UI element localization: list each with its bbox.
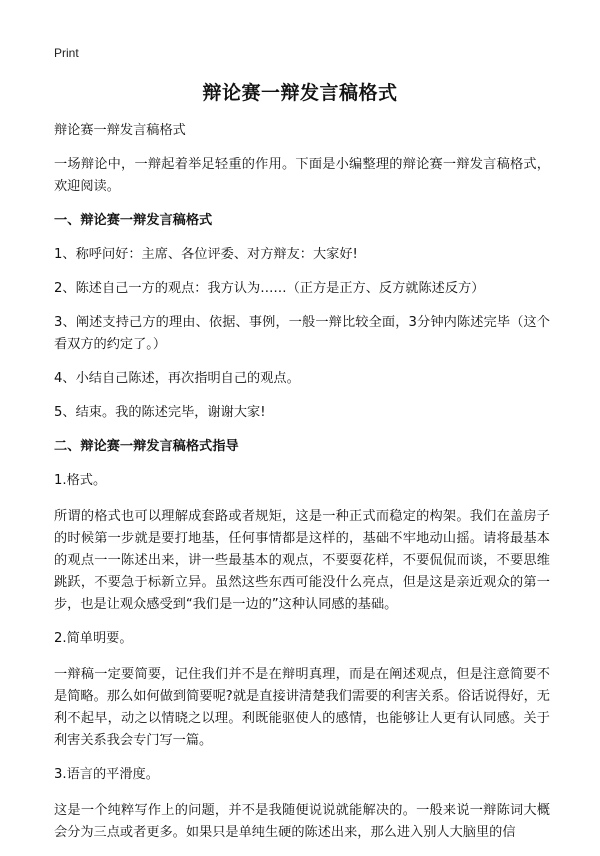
guidance-body-fluency: 这是一个纯粹写作上的问题，并不是我随便说说就能解决的。一般来说一辩陈词大概会分为三点或者更多。如果只是单纯生硬的陈述出来，那么进入别人大脑里的信 xyxy=(54,803,550,840)
document-title: 辩论赛一辩发言稿格式 xyxy=(202,82,398,104)
format-step-5: 5、结束。我的陈述完毕，谢谢大家! xyxy=(54,405,266,420)
format-step-1: 1、称呼问好：主席、各位评委、对方辩友：大家好! xyxy=(54,247,358,262)
format-step-2: 2、陈述自己一方的观点：我方认为……（正方是正方、反方就陈述反方） xyxy=(54,281,485,296)
document-subtitle: 辩论赛一辩发言稿格式 xyxy=(54,123,186,138)
section-heading-format: 一、辩论赛一辩发言稿格式 xyxy=(54,213,213,228)
format-step-3: 3、阐述支持己方的理由、依据、事例，一般一辩比较全面，3分钟内陈述完毕（这个看双方的约定了。） xyxy=(54,315,550,352)
guidance-body-format: 所谓的格式也可以理解成套路或者规矩，这是一种正式而稳定的构架。我们在盖房子的时候第一步就是要打地基，任何事情都是这样的，基础不牢地动山摇。请将最基本的观点一一陈述出来，讲一些最基本的观点，不要耍花样，不要侃侃而谈，不要思维跳跃，不要急于标新立异。虽然这些东西可能没什么亮点，但是这是亲近观众的第一步，也是让观众感受到“我们是一边的”这种认同感的基础。 xyxy=(54,509,550,612)
section-heading-guidance: 二、辩论赛一辩发言稿格式指导 xyxy=(54,439,239,454)
guidance-body-concise: 一辩稿一定要简要，记住我们并不是在辩明真理，而是在阐述观点，但是注意简要不是简略。那么如何做到简要呢?就是直接讲清楚我们需要的利害关系。俗话说得好，无利不起早，动之以情晓之以理。利既能驱使人的感情，也能够让人更有认同感。关于利害关系我会专门写一篇。 xyxy=(54,667,550,748)
document-body xyxy=(54,120,550,856)
guidance-title-concise: 2.简单明要。 xyxy=(54,631,133,646)
guidance-title-fluency: 3.语言的平滑度。 xyxy=(54,767,159,782)
format-step-4: 4、小结自己陈述，再次指明自己的观点。 xyxy=(54,371,300,386)
print-link[interactable]: Print xyxy=(54,46,79,60)
intro-paragraph: 一场辩论中，一辩起着举足轻重的作用。下面是小编整理的辩论赛一辩发言稿格式，欢迎阅读。 xyxy=(54,157,550,194)
guidance-title-format: 1.格式。 xyxy=(54,473,107,488)
